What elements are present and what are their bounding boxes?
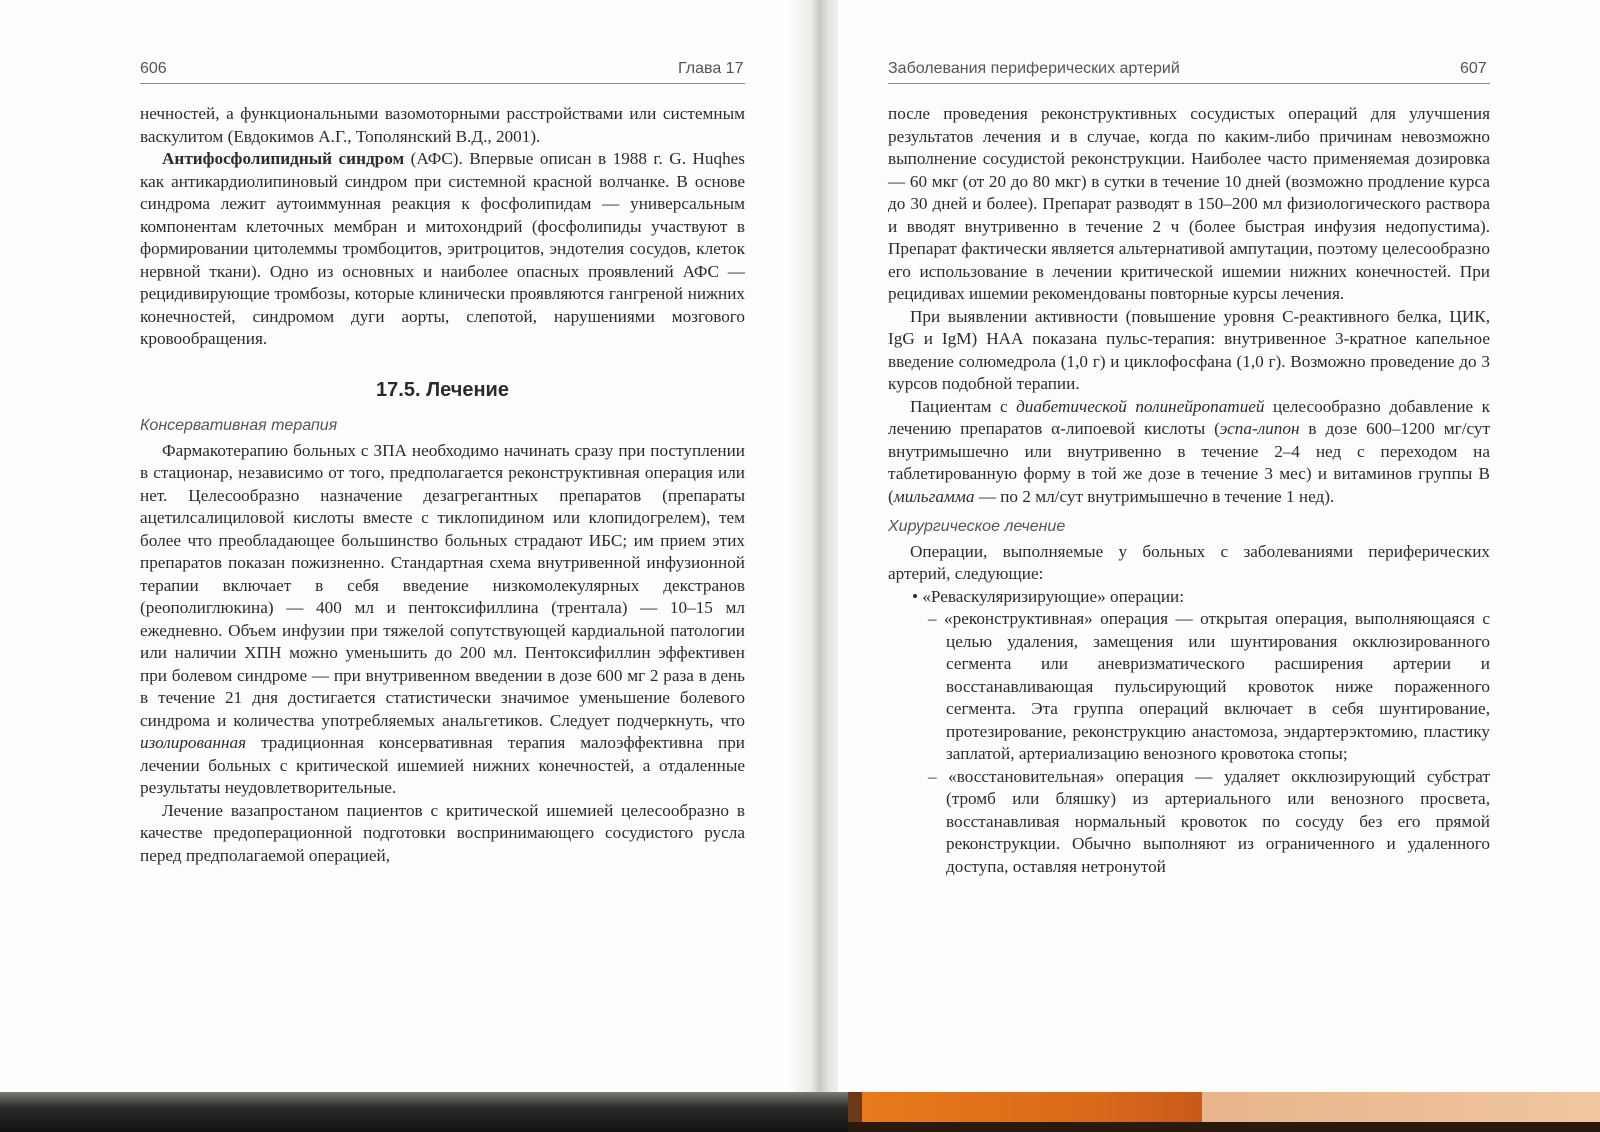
paragraph-text: целесообразно добавление к лечению препаратов α-липоевой кислоты ( bbox=[888, 396, 1490, 438]
list-item-dash: – «реконструктивная» операция — открытая операция, выполняющаяся с целью удаления, замещения или шунтирования окклюзированного сегмента или аневризматического расширения артерии и восстанавливающая пульсирующий кровоток ниже пораженного сегмента. Эта группа операций включает в себя шунтирование, протезирование, реконструкцию анастомоза, эндартерэктомию, пластику заплатой, артериализацию венозного кровотока стопы; bbox=[928, 609, 1490, 763]
cover-edge-dark bbox=[848, 1122, 1600, 1132]
list-item-dash: – «восстановительная» операция — удаляет окклюзирующий субстрат (тромб или бляшку) из артериального или венозного просвета, восстанавливая нормальный кровоток по сосуду без его прямой реконструкции. Обычно выполняют из ограниченного и удаленного доступа, оставляя нетронутой bbox=[928, 766, 1490, 876]
chapter-running-head: Глава 17 bbox=[678, 60, 744, 77]
section-heading: 17.5. Лечение bbox=[376, 378, 509, 401]
paragraph-text: (АФС). Впервые описан в 1988 г. G. Huqhes как антикардиолипиновый синдром при системной красной волчанке. В основе синдрома лежит аутоиммунная реакция к фосфолипидам — универсальным компонентам клеточных мембран и митохондрий (фосфолипиды участвуют в формировании цитолеммы тромбоцитов, эритроцитов, эндотелия сосудов, клеток нервной ткани). Одно из основных и наиболее опасных проявлений АФС — рецидивирующие тромбозы, которые клинически проявляются гангреной нижних конечностей, синдромом дуги аорты, слепотой, нарушениями мозгового кровообращения. bbox=[140, 149, 745, 348]
page-number-right: 607 bbox=[1460, 60, 1487, 77]
paragraph-pulse-therapy: При выявлении активности (повышение уровня С-реактивного белка, ЦИК, IgG и IgM) НАА показана пульс-терапия: внутривенное 3-кратное капельное введение солюмедрола (1,0 г) и циклофосфана (1,0 г). Возможно проведение до 3 курсов подобной терапии. bbox=[888, 306, 1490, 393]
right-page bbox=[838, 0, 1600, 1098]
page-number-left: 606 bbox=[140, 60, 167, 77]
paragraph-text: — по 2 мл/сут внутримышечно в течение 1 нед). bbox=[974, 486, 1335, 506]
emphasis-text: мильгамма bbox=[893, 486, 975, 506]
paragraph: после проведения реконструктивных сосудистых операций для улучшения результатов лечения и в случае, когда по каким-либо причинам невозможно выполнение сосудистой реконструкции. Наиболее часто применяемая дозировка — 60 мкг (от 20 до 80 мкг) в сутки в течение 10 дней (возможно продление курса до 30 дней и более). Препарат разводят в 150–200 мл физиологического раствора и вводят внутривенно в течение 2 ч (более быстрая инфузия недопустима). Препарат фактически является альтернативой ампутации, поэтому целесообразно его использование в лечении критической ишемии нижних конечностей. При рецидивах ишемии рекомендованы повторные курсы лечения. bbox=[888, 104, 1490, 303]
emphasis-text: изолированная bbox=[140, 733, 247, 752]
paragraph-polyneuropathy bbox=[888, 396, 1490, 509]
emphasis-text: диабетической полинейропатией bbox=[1016, 396, 1265, 416]
paragraph-text: традиционная консервативная терапия малоэффективна при лечении больных с критической ишемией нижних конечностей, а отдаленные результаты неудовлетворительные. bbox=[140, 733, 745, 797]
emphasis-text: эспа-липон bbox=[1219, 419, 1300, 438]
left-page bbox=[0, 0, 812, 1098]
left-page-body bbox=[140, 103, 745, 867]
paragraph-afs bbox=[140, 148, 745, 351]
cover-edge-tan bbox=[1202, 1092, 1600, 1122]
book-edge-right bbox=[848, 1092, 1600, 1132]
paragraph-vasaprostan: Лечение вазапростаном пациентов с критической ишемией целесообразно в качестве предоперационной подготовки воспринимающего сосудистого русла перед предполагаемой операцией, bbox=[140, 800, 745, 865]
paragraph-text: Фармакотерапию больных с ЗПА необходимо начинать сразу при поступлении в стационар, независимо от того, предполагается реконструктивная операция или нет. Целесообразно назначение дезагрегантных препаратов (препараты ацетилсалициловой кислоты вместе с тиклопидином или клопидогрелем), тем более что преобладающее большинство больных страдают ИБС; им прием этих препаратов показан пожизненно. Стандартная схема внутривенной инфузионной терапии включает в себя введение низкомолекулярных декстранов (реополиглюкина) — 400 мл и пентоксифиллина (трентала) — 10–15 мл ежедневно. Объем инфузии при тяжелой сопутствующей кардиальной патологии или наличии ХПН можно уменьшить до 200 мл. Пентоксифиллин эффективен при болевом синдроме — при внутривенном введении в дозе 600 мг 2 раза в день в течение 21 дня достигается статистически значимое уменьшение болевого синдрома и количества употребляемых анальгетиков. Следует подчеркнуть, что bbox=[140, 440, 745, 730]
right-page-body bbox=[888, 103, 1490, 878]
paragraph-pharmacotherapy bbox=[140, 440, 745, 800]
header-rule-right bbox=[888, 83, 1490, 84]
term-bold: Антифосфолипидный синдром bbox=[162, 149, 405, 168]
paragraph-text: в дозе 600–1200 мг/сут внутримышечно или внутривенно в течение 2–4 нед с переходом на таблетированную форму в той же дозе в течение 3 мес) и витаминов группы В ( bbox=[888, 419, 1490, 506]
subheading: Консервативная терапия bbox=[140, 417, 338, 434]
cover-edge-orange bbox=[862, 1092, 1202, 1122]
header-rule-left bbox=[140, 83, 745, 84]
list-item-bullet: • «Реваскуляризирующие» операции: bbox=[912, 586, 1184, 606]
subheading: Хирургическое лечение bbox=[888, 518, 1066, 535]
book-edge-left bbox=[0, 1092, 848, 1132]
paragraph-operations: Операции, выполняемые у больных с заболеваниями периферических артерий, следующие: bbox=[888, 541, 1490, 583]
paragraph: нечностей, а функциональными вазомоторными расстройствами или системным васкулитом (Евдокимов А.Г., Тополянский В.Д., 2001). bbox=[140, 104, 745, 146]
paragraph-text: Пациентам с bbox=[910, 396, 1017, 416]
running-head-right: Заболевания периферических артерий bbox=[888, 60, 1180, 77]
